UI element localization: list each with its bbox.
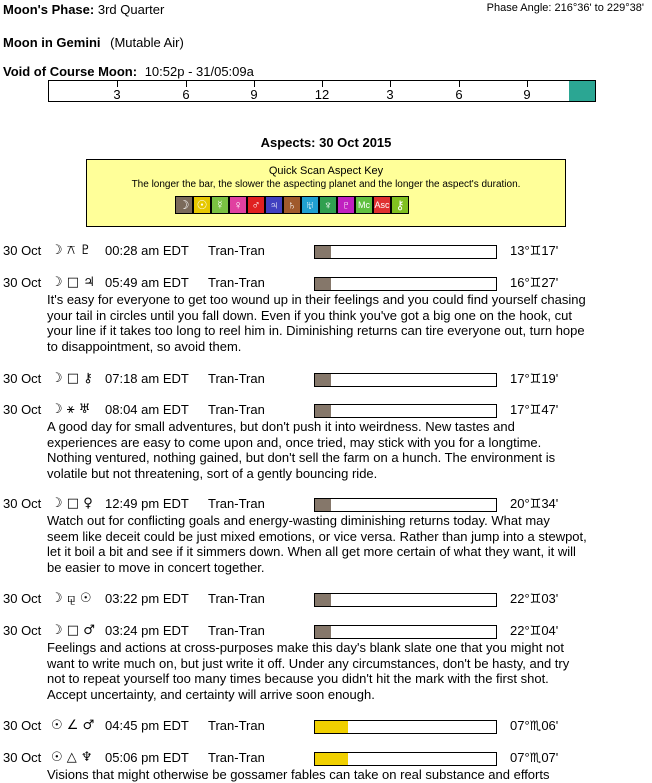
timeline-label: 6 (182, 87, 190, 102)
aspect-duration-fill (315, 626, 331, 638)
moon-phase (3, 2, 164, 17)
aspect-duration-bar (314, 277, 497, 291)
aspect-time: 07:18 am EDT (105, 371, 189, 386)
aspect-duration-fill (315, 499, 331, 511)
aspect-date: 30 Oct (3, 275, 42, 290)
description-line: A good day for small adventures, but don't push it into weirdness. New tastes and (47, 419, 515, 434)
aspect-duration-bar (314, 593, 497, 607)
description-line: your line if it takes too long to reel him in. Diminishing returns can tire everyone out, turn hope (47, 323, 585, 338)
chiron-icon: ⚷ (391, 196, 409, 214)
aspect-duration-fill (315, 753, 348, 765)
aspect-type: Tran-Tran (208, 591, 265, 606)
aspect-type: Tran-Tran (208, 402, 265, 417)
void-period-fill (569, 81, 595, 101)
timeline-label: 9 (250, 87, 258, 102)
aspect-duration-fill (315, 374, 331, 386)
aspect-degree: 22°♊03' (510, 591, 559, 606)
moon-sign (3, 35, 184, 50)
aspect-degree: 17°♊19' (510, 371, 559, 386)
aspect-date: 30 Oct (3, 718, 42, 733)
voc-value: 10:52p - 31/05:09a (144, 64, 254, 79)
description-line: let it boil a bit and see if it simmers down. When all get more certain of what they want, it will (47, 544, 576, 559)
mars-icon: ♂ (247, 196, 265, 214)
jupiter-icon: ♃ (265, 196, 283, 214)
aspect-glyph: ☽ □ ♀ (51, 496, 93, 511)
aspect-duration-fill (315, 278, 331, 290)
aspect-duration-fill (315, 405, 331, 417)
void-timeline (48, 80, 596, 102)
moon-icon: ☽ (175, 196, 193, 214)
aspect-row (3, 623, 643, 641)
timeline-label: 9 (523, 87, 531, 102)
timeline-label: 12 (314, 87, 330, 102)
aspect-degree: 20°♊34' (510, 496, 559, 511)
aspect-degree: 17°♊47' (510, 402, 559, 417)
aspect-duration-fill (315, 594, 331, 606)
aspect-time: 00:28 am EDT (105, 243, 189, 258)
description-line: not to repeat yourself too many times because you didn't hit the mark with the first shot. (47, 671, 549, 686)
aspect-row (3, 591, 643, 609)
ascendant-icon: Asc (373, 196, 391, 214)
description-line: Feelings and actions at cross-purposes make this day's blank slate one that you might not (47, 640, 564, 655)
uranus-icon: ♅ (301, 196, 319, 214)
moon-phase-label: Moon's Phase: (3, 2, 95, 17)
description-line: volatile but not threatening, sort of a gently bouncing ride. (47, 465, 378, 481)
aspect-duration-bar (314, 752, 497, 766)
aspect-degree: 13°♊17' (510, 243, 559, 258)
aspect-glyph: ☽ ⚼ ☉ (51, 591, 92, 606)
aspect-key-row (175, 196, 409, 214)
description-line: Visions that might otherwise be gossamer fables can take on real substance and efforts (47, 767, 550, 782)
aspect-glyph: ☽ □ ⚷ (51, 371, 93, 386)
aspect-glyph: ☽ □ ♃ (51, 275, 95, 290)
aspect-glyph: ☽ □ ♂ (51, 623, 95, 638)
aspect-row (3, 402, 643, 420)
saturn-icon: ♄ (283, 196, 301, 214)
venus-icon: ♀ (229, 196, 247, 214)
timeline-label: 3 (113, 87, 121, 102)
aspect-date: 30 Oct (3, 371, 42, 386)
aspects-title: Aspects: 30 Oct 2015 (260, 135, 392, 150)
timeline-label: 3 (386, 87, 394, 102)
aspect-description (47, 767, 627, 783)
aspect-date: 30 Oct (3, 243, 42, 258)
aspect-date: 30 Oct (3, 750, 42, 765)
void-of-course (3, 64, 254, 79)
aspect-row (3, 750, 643, 768)
aspect-duration-bar (314, 404, 497, 418)
aspect-type: Tran-Tran (208, 750, 265, 765)
description-line: to disappointment, so avoid them. (47, 338, 242, 354)
aspect-description (47, 513, 627, 575)
aspect-time: 05:06 pm EDT (105, 750, 189, 765)
aspect-type: Tran-Tran (208, 371, 265, 386)
mercury-icon: ☿ (211, 196, 229, 214)
description-line: your tail in circles until you fall down. Even if you think you've got a big one on the hook, cut (47, 307, 572, 323)
description-line: experiences are easy to come upon and, once tried, may stick with you for a longtime. (47, 434, 542, 450)
aspect-time: 05:49 am EDT (105, 275, 189, 290)
aspect-type: Tran-Tran (208, 275, 265, 290)
aspect-glyph: ☉ △ ♆ (51, 750, 93, 765)
voc-label: Void of Course Moon: (3, 64, 138, 79)
aspect-description (47, 419, 627, 481)
aspect-row (3, 371, 643, 389)
aspect-time: 12:49 pm EDT (105, 496, 189, 511)
pluto-icon: ♇ (337, 196, 355, 214)
aspect-glyph: ☽ ⚻ ♇ (51, 243, 92, 258)
description-line: seem like deceit could be just mixed emotions, or vice versa. Rather than jump into a stewpot, (47, 528, 587, 544)
aspect-description (47, 292, 627, 354)
aspect-glyph: ☽ ⚹ ♅ (51, 402, 91, 417)
aspect-time: 04:45 pm EDT (105, 718, 189, 733)
description-line: Nothing ventured, nothing gained, but don't sell the farm on a hunch. The environment is (47, 450, 556, 465)
aspect-glyph: ☉ ∠ ♂ (51, 718, 95, 733)
aspect-type: Tran-Tran (208, 718, 265, 733)
phase-angle: Phase Angle: 216°36' to 229°38' (486, 2, 644, 14)
aspect-time: 03:22 pm EDT (105, 591, 189, 606)
aspect-type: Tran-Tran (208, 496, 265, 511)
aspect-duration-bar (314, 720, 497, 734)
aspect-date: 30 Oct (3, 623, 42, 638)
sun-icon: ☉ (193, 196, 211, 214)
aspect-row (3, 718, 643, 736)
aspect-row (3, 496, 643, 514)
aspect-duration-fill (315, 246, 331, 258)
neptune-icon: ♆ (319, 196, 337, 214)
aspect-duration-bar (314, 625, 497, 639)
description-line: It's easy for everyone to get too wound up in their feelings and you could find yourself chasing (47, 292, 586, 307)
aspect-degree: 07°♏07' (510, 750, 559, 765)
aspect-degree: 22°♊04' (510, 623, 559, 638)
aspect-degree: 07°♏06' (510, 718, 559, 733)
description-line: Watch out for conflicting goals and energy-wasting diminishing returns today. What may (47, 513, 550, 528)
aspect-key-subtitle: The longer the bar, the slower the aspecting planet and the longer the aspect's duration. (131, 179, 521, 190)
aspect-description (47, 640, 627, 702)
aspect-row (3, 275, 643, 293)
description-line: Accept uncertainty, and certainty will arrive soon enough. (47, 686, 375, 702)
aspect-time: 08:04 am EDT (105, 402, 189, 417)
timeline-label: 6 (455, 87, 463, 102)
aspect-key (86, 159, 566, 227)
aspect-date: 30 Oct (3, 402, 42, 417)
aspect-duration-bar (314, 498, 497, 512)
moon-sign-element: (Mutable Air) (110, 35, 184, 50)
aspect-time: 03:24 pm EDT (105, 623, 189, 638)
midheaven-icon: Mc (355, 196, 373, 214)
aspect-date: 30 Oct (3, 496, 42, 511)
moon-phase-value: 3rd Quarter (97, 2, 165, 17)
aspect-key-title: Quick Scan Aspect Key (268, 165, 384, 177)
description-line: be easier to move in concert together. (47, 559, 265, 575)
aspect-row (3, 243, 643, 261)
moon-sign-label: Moon in Gemini (3, 35, 101, 50)
aspect-duration-fill (315, 721, 348, 733)
aspect-date: 30 Oct (3, 591, 42, 606)
aspect-degree: 16°♊27' (510, 275, 559, 290)
aspect-duration-bar (314, 373, 497, 387)
description-line: want to write much on, but just write it off. Under any circumstances, don't be hasty, and try (47, 655, 570, 671)
aspect-type: Tran-Tran (208, 243, 265, 258)
aspect-duration-bar (314, 245, 497, 259)
aspect-type: Tran-Tran (208, 623, 265, 638)
